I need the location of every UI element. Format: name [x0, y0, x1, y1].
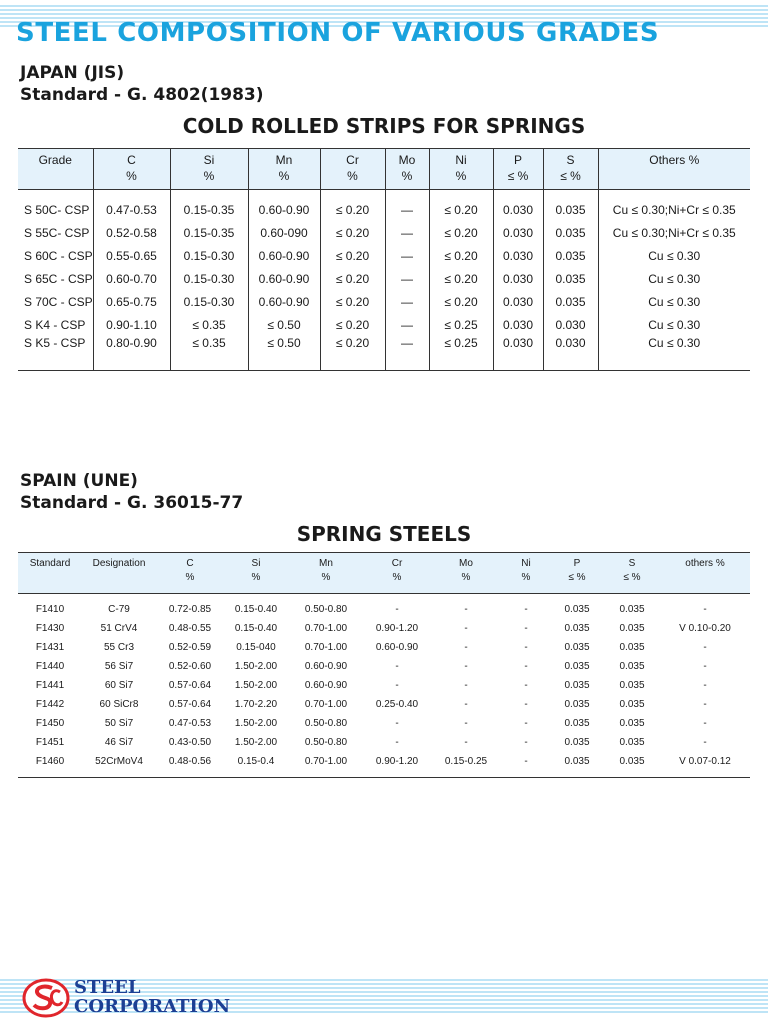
table-cell: 0.030	[493, 267, 543, 290]
table-cell: -	[703, 642, 707, 653]
table-cell: 0.90-1.20	[375, 623, 419, 634]
table-cell: 60 Si7	[104, 680, 134, 691]
table-cell: 0.57-0.64	[168, 699, 212, 710]
table-row	[18, 638, 750, 657]
column-header	[156, 553, 224, 594]
table-cell: -	[395, 718, 399, 729]
table-cell: -	[464, 642, 468, 653]
table-cell: -	[464, 718, 468, 729]
table-cell: -	[703, 737, 707, 748]
column-header	[502, 553, 550, 594]
table-cell: 0.030	[493, 221, 543, 244]
table-cell: -	[464, 661, 468, 672]
table-cell: 50 Si7	[104, 718, 134, 729]
table-cell: 0.60-0.90	[248, 290, 320, 313]
table-cell: -	[464, 604, 468, 615]
table-row	[18, 267, 750, 290]
column-header-unit: %	[401, 169, 413, 183]
table-cell: -	[524, 661, 528, 672]
column-header	[288, 553, 364, 594]
column-header	[604, 553, 660, 594]
table-cell: 0.15-0.35	[170, 221, 248, 244]
table-cell: —	[385, 267, 429, 290]
brand-name	[74, 978, 230, 1016]
table-cell: 0.47-0.53	[168, 718, 212, 729]
table-cell: 0.035	[564, 680, 590, 691]
column-header-unit: %	[203, 169, 215, 183]
table-cell: F1450	[35, 718, 65, 729]
table-cell: Cu ≤ 0.30	[598, 290, 750, 313]
table-cell: -	[395, 680, 399, 691]
column-header-unit: ≤ %	[623, 572, 641, 583]
table-cell: 1.50-2.00	[234, 718, 278, 729]
table-cell: 0.15-040	[236, 642, 276, 653]
table-cell: 0.035	[564, 699, 590, 710]
table-row	[18, 733, 750, 752]
table-cell: 0.70-1.00	[304, 623, 348, 634]
table-cell: 0.90-1.20	[364, 752, 430, 778]
page-title: STEEL COMPOSITION OF VARIOUS GRADES	[16, 18, 660, 48]
table-cell: ≤ 0.20	[429, 221, 493, 244]
table-cell: 0.035	[619, 699, 645, 710]
column-header-name: Ni	[521, 558, 531, 569]
table-cell: ≤ 0.25	[429, 336, 493, 371]
japan-table-title: COLD ROLLED STRIPS FOR SPRINGS	[182, 114, 586, 138]
table-cell: 56 Si7	[104, 661, 134, 672]
column-header-unit: %	[347, 169, 358, 183]
table-cell: Cu ≤ 0.30;Ni+Cr ≤ 0.35	[598, 221, 750, 244]
table-cell: 0.60-0.70	[93, 267, 170, 290]
table-cell: 0.15-0.35	[170, 190, 248, 222]
table-row	[18, 676, 750, 695]
table-cell: Cu ≤ 0.30	[598, 313, 750, 336]
column-header-unit: %	[392, 572, 402, 583]
table-cell: -	[524, 699, 528, 710]
table-row	[18, 244, 750, 267]
japan-country-heading: JAPAN (JIS)	[20, 63, 125, 83]
table-cell: ≤ 0.20	[320, 267, 385, 290]
table-cell: F1442	[35, 699, 65, 710]
column-header-name: Mn	[319, 558, 333, 569]
spain-country-heading: SPAIN (UNE)	[20, 471, 138, 491]
table-cell: 0.57-0.64	[168, 680, 212, 691]
table-cell: —	[385, 290, 429, 313]
table-cell: -	[395, 661, 399, 672]
table-row	[18, 336, 750, 371]
table-cell: 0.030	[493, 190, 543, 222]
table-cell: 0.035	[564, 737, 590, 748]
column-header-unit: %	[185, 572, 195, 583]
table-cell: -	[464, 699, 468, 710]
table-cell: 0.47-0.53	[93, 190, 170, 222]
brand-line-2: CORPORATION	[74, 996, 231, 1017]
sc-logo-icon	[22, 978, 70, 1018]
column-header-name: Si	[251, 558, 261, 569]
column-header-name: S	[628, 558, 636, 569]
japan-standard-heading: Standard - G. 4802(1983)	[20, 85, 264, 105]
column-header	[320, 149, 385, 190]
table-row	[18, 313, 750, 336]
column-header-name: Ni	[455, 153, 467, 167]
column-header-name: Si	[203, 153, 215, 167]
spain-composition-table	[18, 552, 750, 778]
table-cell: -	[524, 604, 528, 615]
column-header-name: Standard	[29, 558, 71, 569]
table-cell: 0.60-0.90	[375, 642, 419, 653]
column-header	[93, 149, 170, 190]
table-cell: 0.55-0.65	[93, 244, 170, 267]
column-header	[385, 149, 429, 190]
table-cell: 0.035	[619, 604, 645, 615]
table-cell: 0.035	[564, 718, 590, 729]
column-header-name: Mo	[398, 153, 416, 167]
column-header-unit: ≤ %	[507, 169, 529, 183]
table-cell: 0.035	[550, 752, 604, 778]
table-cell: —	[385, 190, 429, 222]
table-row	[18, 190, 750, 222]
table-cell: -	[703, 604, 707, 615]
table-cell: -	[464, 737, 468, 748]
table-cell: 0.60-0.90	[304, 661, 348, 672]
table-cell: V 0.07-0.12	[660, 752, 750, 778]
table-cell: ≤ 0.50	[248, 336, 320, 371]
table-cell: 0.15-0.25	[430, 752, 502, 778]
table-cell: ≤ 0.25	[429, 313, 493, 336]
table-cell: F1430	[35, 623, 65, 634]
table-cell: 0.035	[543, 190, 598, 222]
table-cell: 0.15-0.30	[170, 267, 248, 290]
table-cell: F1451	[35, 737, 65, 748]
table-cell: 0.035	[564, 661, 590, 672]
spain-table-header	[18, 553, 750, 594]
table-cell: 0.48-0.56	[156, 752, 224, 778]
column-header-unit: %	[321, 572, 331, 583]
table-cell: 0.52-0.58	[93, 221, 170, 244]
table-cell: —	[385, 221, 429, 244]
column-header	[430, 553, 502, 594]
table-cell: ≤ 0.20	[320, 336, 385, 371]
table-cell: -	[703, 680, 707, 691]
column-header-unit: %	[278, 169, 290, 183]
table-cell: ≤ 0.35	[170, 336, 248, 371]
table-cell: 0.035	[619, 642, 645, 653]
column-header	[493, 149, 543, 190]
table-cell: ≤ 0.20	[320, 244, 385, 267]
column-header-unit: %	[521, 572, 531, 583]
column-header-unit: ≤ %	[568, 572, 586, 583]
table-row	[18, 290, 750, 313]
table-cell: S 60C - CSP	[24, 248, 93, 263]
table-cell: 0.65-0.75	[93, 290, 170, 313]
table-cell: 0.035	[543, 221, 598, 244]
column-header-name: C	[186, 558, 194, 569]
column-header-unit: %	[455, 169, 467, 183]
column-header	[18, 149, 93, 190]
table-cell: S 50C- CSP	[24, 202, 90, 217]
table-cell: 0.035	[619, 737, 645, 748]
table-cell: Cu ≤ 0.30	[598, 267, 750, 290]
table-cell: ≤ 0.20	[429, 190, 493, 222]
spain-table-body	[18, 594, 750, 778]
table-cell: 0.15-0.30	[170, 244, 248, 267]
column-header-unit: ≤ %	[560, 169, 581, 183]
table-cell: 0.035	[543, 290, 598, 313]
table-cell: 0.035	[619, 718, 645, 729]
table-cell: —	[385, 244, 429, 267]
japan-table-header	[18, 149, 750, 190]
column-header-name: Mn	[275, 153, 293, 167]
table-cell: 0.035	[604, 752, 660, 778]
table-cell: ≤ 0.50	[248, 313, 320, 336]
table-cell: 0.030	[493, 313, 543, 336]
table-cell: 0.50-0.80	[304, 718, 348, 729]
table-cell: ≤ 0.20	[429, 290, 493, 313]
column-header-name: Grade	[38, 153, 72, 167]
table-cell: 0.70-1.00	[304, 699, 348, 710]
table-row	[18, 695, 750, 714]
table-cell: -	[703, 718, 707, 729]
table-cell: -	[395, 604, 399, 615]
table-cell: 0.60-0.90	[248, 244, 320, 267]
column-header-name: Cr	[346, 153, 359, 167]
column-header	[429, 149, 493, 190]
table-cell: 0.035	[564, 642, 590, 653]
table-cell: 1.50-2.00	[234, 680, 278, 691]
table-cell: 1.50-2.00	[234, 661, 278, 672]
table-cell: 0.50-0.80	[304, 737, 348, 748]
table-cell: 0.48-0.55	[168, 623, 212, 634]
table-cell: 0.80-0.90	[93, 336, 170, 371]
table-cell: ≤ 0.20	[429, 267, 493, 290]
table-row	[18, 657, 750, 676]
table-cell: 0.035	[543, 267, 598, 290]
table-cell: 0.035	[619, 661, 645, 672]
table-cell: 1.70-2.20	[234, 699, 278, 710]
table-cell: -	[703, 699, 707, 710]
table-row	[18, 714, 750, 733]
table-cell: 0.60-0.90	[248, 190, 320, 222]
column-header	[18, 553, 82, 594]
table-cell: 46 Si7	[104, 737, 134, 748]
column-header-name: P	[513, 153, 522, 167]
table-cell: Cu ≤ 0.30	[598, 336, 750, 371]
table-cell: 0.030	[493, 244, 543, 267]
table-cell: 0.52-0.59	[168, 642, 212, 653]
table-cell: ≤ 0.20	[320, 313, 385, 336]
spain-table-title: SPRING STEELS	[296, 522, 472, 546]
table-cell: 0.60-0.90	[304, 680, 348, 691]
table-cell: 0.035	[619, 623, 645, 634]
table-cell: 55 Cr3	[103, 642, 134, 653]
table-cell: S K4 - CSP	[24, 317, 86, 332]
table-cell: ≤ 0.35	[170, 313, 248, 336]
table-cell: Cu ≤ 0.30	[598, 244, 750, 267]
table-row	[18, 221, 750, 244]
table-cell: -	[703, 661, 707, 672]
table-cell: -	[502, 752, 550, 778]
table-cell: F1440	[35, 661, 65, 672]
brand-line-1: STEEL	[74, 977, 141, 998]
table-cell: ≤ 0.20	[320, 190, 385, 222]
column-header-name: Cr	[391, 558, 403, 569]
table-cell: 0.60-0.90	[248, 267, 320, 290]
table-cell: 0.035	[619, 680, 645, 691]
table-cell: 0.035	[564, 623, 590, 634]
column-header	[364, 553, 430, 594]
table-cell: 0.030	[543, 313, 598, 336]
table-cell: 0.50-0.80	[304, 604, 348, 615]
table-cell: S K5 - CSP	[18, 336, 93, 371]
column-header-unit: %	[251, 572, 261, 583]
column-header-unit: %	[126, 169, 137, 183]
table-cell: 0.15-0.40	[234, 623, 278, 634]
table-cell: 0.030	[493, 290, 543, 313]
table-cell: 0.15-0.40	[234, 604, 278, 615]
column-header-name: Designation	[92, 558, 146, 569]
table-cell: 0.43-0.50	[168, 737, 212, 748]
column-header	[170, 149, 248, 190]
table-cell: 0.035	[543, 244, 598, 267]
table-cell: S 65C - CSP	[24, 271, 93, 286]
table-cell: F1431	[35, 642, 65, 653]
japan-composition-table	[18, 148, 750, 371]
table-cell: F1441	[35, 680, 65, 691]
column-header	[224, 553, 288, 594]
table-cell: 0.030	[543, 336, 598, 371]
table-row	[18, 594, 750, 620]
column-header	[543, 149, 598, 190]
table-cell: -	[464, 623, 468, 634]
table-cell: ≤ 0.20	[320, 290, 385, 313]
table-cell: -	[524, 680, 528, 691]
table-cell: -	[464, 680, 468, 691]
spain-standard-heading: Standard - G. 36015-77	[20, 493, 244, 513]
table-cell: 0.60-090	[248, 221, 320, 244]
table-cell: 0.15-0.30	[170, 290, 248, 313]
column-header-name: P	[573, 558, 581, 569]
table-cell: —	[385, 313, 429, 336]
table-cell: 0.72-0.85	[168, 604, 212, 615]
table-cell: 0.70-1.00	[288, 752, 364, 778]
table-cell: 1.50-2.00	[234, 737, 278, 748]
table-cell: F1410	[35, 604, 65, 615]
column-header	[82, 553, 156, 594]
column-header-name: Mo	[459, 558, 473, 569]
table-row	[18, 619, 750, 638]
column-header	[598, 149, 750, 190]
table-cell: 0.035	[564, 604, 590, 615]
table-cell: V 0.10-0.20	[679, 623, 731, 634]
column-header-name: S	[566, 153, 575, 167]
table-cell: ≤ 0.20	[429, 244, 493, 267]
table-cell: 60 SiCr8	[99, 699, 139, 710]
table-cell: 0.52-0.60	[168, 661, 212, 672]
column-header-unit: Others %	[649, 153, 700, 167]
table-cell: 0.90-1.10	[93, 313, 170, 336]
table-cell: S 55C- CSP	[24, 225, 90, 240]
table-cell: 0.70-1.00	[304, 642, 348, 653]
table-cell: Cu ≤ 0.30;Ni+Cr ≤ 0.35	[598, 190, 750, 222]
table-cell: C-79	[108, 604, 130, 615]
table-cell: -	[524, 642, 528, 653]
table-cell: F1460	[18, 752, 82, 778]
table-row	[18, 752, 750, 778]
table-cell: —	[385, 336, 429, 371]
table-cell: ≤ 0.20	[320, 221, 385, 244]
table-cell: 51 CrV4	[100, 623, 138, 634]
column-header-unit: %	[461, 572, 471, 583]
column-header-name: C	[127, 153, 136, 167]
table-cell: 0.030	[493, 336, 543, 371]
table-cell: S 70C - CSP	[24, 294, 93, 309]
table-cell: -	[524, 623, 528, 634]
table-cell: -	[395, 737, 399, 748]
table-cell: 0.15-0.4	[224, 752, 288, 778]
column-header	[550, 553, 604, 594]
table-cell: -	[524, 737, 528, 748]
column-header	[660, 553, 750, 594]
japan-table-body	[18, 190, 750, 371]
table-cell: -	[524, 718, 528, 729]
table-cell: 0.25-0.40	[375, 699, 419, 710]
table-cell: 52CrMoV4	[82, 752, 156, 778]
column-header	[248, 149, 320, 190]
column-header-unit: others %	[685, 558, 725, 569]
